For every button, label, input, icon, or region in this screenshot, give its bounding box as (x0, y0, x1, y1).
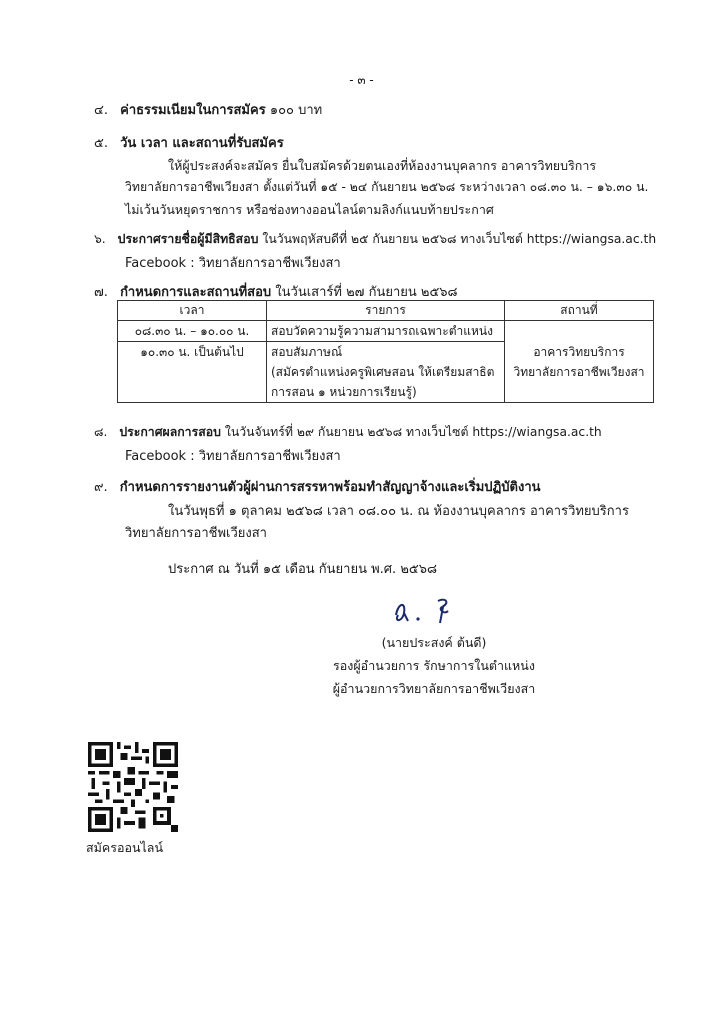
item-9-heading (94, 476, 541, 497)
row-1-time: ๐๘.๓๐ น. – ๑๐.๐๐ น. (118, 321, 267, 342)
signer-name: (นายประสงค์ ต้นดี) (381, 635, 487, 650)
place-cell (505, 321, 654, 403)
page-number: - ๓ - (349, 73, 374, 87)
item-4 (94, 99, 322, 120)
item-7-text: ในวันเสาร์ที่ ๒๗ กันยายน ๒๕๖๘ (275, 285, 458, 300)
place-line-1: อาคารวิทยบริการ (533, 344, 625, 359)
schedule-table (117, 300, 654, 403)
item-5-line-2: วิทยาลัยการอาชีพเวียงสา ตั้งแต่วันที่ ๑๕ - ๒๔ กันยายน ๒๕๖๘ ระหว่างเวลา ๐๘.๓๐ น. – ๑๖.๓๐ น. (125, 180, 649, 194)
item-6-label: ประกาศรายชื่อผู้มีสิทธิสอบ (117, 232, 259, 246)
qr-caption: สมัครออนไลน์ (86, 840, 163, 855)
item-9-line-1: ในวันพุธที่ ๑ ตุลาคม ๒๕๖๘ เวลา ๐๘.๐๐ น. ณ ห้องงานบุคลากร อาคารวิทยบริการ (168, 504, 629, 519)
item-6-num: ๖. (94, 232, 106, 246)
item-4-value: ๑๐๐ บาท (269, 103, 323, 118)
announce-date: ประกาศ ณ วันที่ ๑๕ เดือน กันยายน พ.ศ. ๒๕๖๘ (168, 562, 438, 577)
qr-code-icon[interactable] (88, 742, 178, 832)
item-7-label: กำหนดการและสถานที่สอบ (120, 285, 272, 300)
item-8-num: ๘. (94, 425, 108, 439)
table-header-row (118, 301, 654, 321)
item-9-line-2: วิทยาลัยการอาชีพเวียงสา (125, 526, 267, 541)
row-2-time: ๑๐.๓๐ น. เป็นต้นไป (118, 342, 267, 403)
item-7-num: ๗. (94, 285, 108, 300)
item-5-line-3: ไม่เว้นวันหยุดราชการ หรือช่องทางออนไลน์ตามลิงก์แนบท้ายประกาศ (125, 202, 494, 217)
item-8-facebook: Facebook : วิทยาลัยการอาชีพเวียงสา (125, 449, 341, 464)
item-8-text: ในวันจันทร์ที่ ๒๙ กันยายน ๒๕๖๘ ทางเว็บไซต์ https://wiangsa.ac.th (224, 425, 602, 439)
header-place: สถานที่ (505, 301, 654, 321)
item-5-heading (94, 132, 284, 153)
row-2-item: สอบสัมภาษณ์ (สมัครตำแหน่งครูพิเศษสอน ให้เตรียมสาธิต การสอน ๑ หน่วยการเรียนรู้) (267, 342, 505, 403)
item-9-label: กำหนดการรายงานตัวผู้ผ่านการสรรหาพร้อมทำสัญญาจ้างและเริ่มปฏิบัติงาน (119, 480, 541, 495)
table-row (118, 321, 654, 342)
item-6-facebook: Facebook : วิทยาลัยการอาชีพเวียงสา (125, 256, 341, 271)
item-8-label: ประกาศผลการสอบ (119, 425, 221, 439)
item-6-text: ในวันพฤหัสบดีที่ ๒๕ กันยายน ๒๕๖๘ ทางเว็บไซต์ https://wiangsa.ac.th (262, 232, 657, 246)
item-5-num: ๕. (94, 136, 108, 151)
item-6 (94, 230, 656, 249)
item-8 (94, 423, 602, 442)
item-4-label: ค่าธรรมเนียมในการสมัคร (120, 103, 266, 118)
signature-image (388, 593, 468, 629)
place-line-2: วิทยาลัยการอาชีพเวียงสา (513, 364, 645, 379)
header-item: รายการ (267, 301, 505, 321)
item-5-label: วัน เวลา และสถานที่รับสมัคร (120, 136, 284, 151)
signer-position-2: ผู้อำนวยการวิทยาลัยการอาชีพเวียงสา (332, 681, 536, 696)
item-9-num: ๙. (94, 480, 108, 495)
signer-position-1: รองผู้อำนวยการ รักษาการในตำแหน่ง (333, 658, 535, 673)
header-time: เวลา (118, 301, 267, 321)
item-7 (94, 281, 458, 302)
item-5-line-1: ให้ผู้ประสงค์จะสมัคร ยื่นใบสมัครด้วยตนเองที่ห้องงานบุคลากร อาคารวิทยบริการ (168, 158, 597, 173)
item-4-num: ๔. (94, 103, 108, 118)
row-1-item: สอบวัดความรู้ความสามารถเฉพาะตำแหน่ง (267, 321, 505, 342)
